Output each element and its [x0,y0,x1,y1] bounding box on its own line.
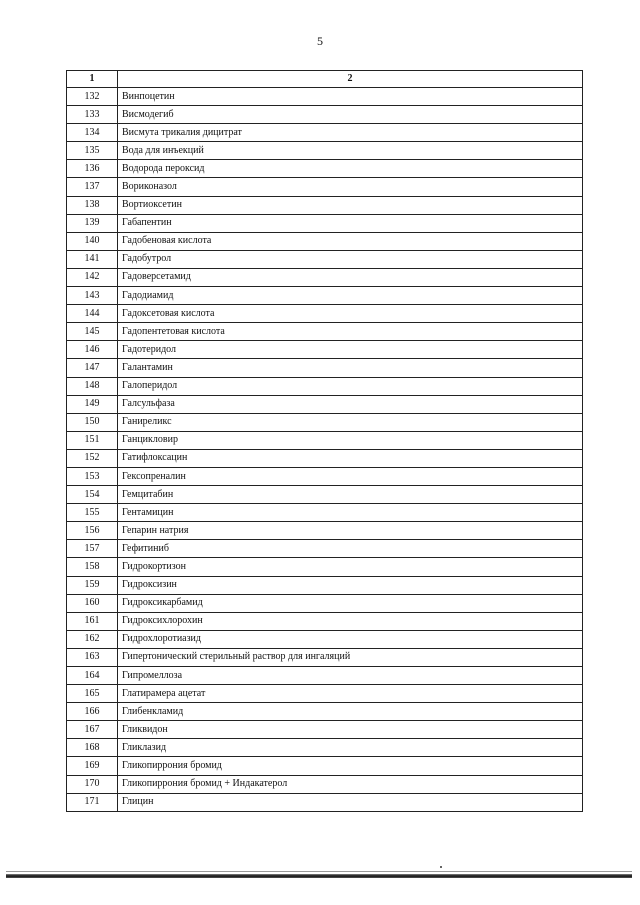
drug-name: Глатирамера ацетат [118,685,583,703]
table-body [67,88,583,812]
row-number: 165 [67,685,118,703]
table-row [67,685,583,703]
table-row [67,88,583,106]
drug-name: Гадодиамид [118,287,583,305]
table-row [67,703,583,721]
table-row [67,449,583,467]
row-number: 138 [67,196,118,214]
drug-name: Гликопиррония бромид [118,757,583,775]
drug-name: Гефитиниб [118,540,583,558]
column-header-number: 1 [67,71,118,88]
row-number: 157 [67,540,118,558]
drug-name: Гатифлоксацин [118,449,583,467]
table-row [67,467,583,485]
drug-name: Ганцикловир [118,431,583,449]
drug-name: Гентамицин [118,504,583,522]
table-row [67,377,583,395]
row-number: 135 [67,142,118,160]
row-number: 149 [67,395,118,413]
scan-speck [440,866,442,868]
row-number: 139 [67,214,118,232]
table-row [67,486,583,504]
drug-name: Ганиреликс [118,413,583,431]
drug-name: Глибенкламид [118,703,583,721]
row-number: 146 [67,341,118,359]
table-row [67,793,583,811]
drug-name: Висмодегиб [118,106,583,124]
drug-name: Висмута трикалия дицитрат [118,124,583,142]
table-row [67,142,583,160]
table-row [67,341,583,359]
row-number: 148 [67,377,118,395]
drug-name: Гадобеновая кислота [118,232,583,250]
table-row [67,612,583,630]
row-number: 145 [67,323,118,341]
table-row [67,630,583,648]
row-number: 167 [67,721,118,739]
row-number: 164 [67,667,118,685]
row-number: 160 [67,594,118,612]
table-row [67,106,583,124]
row-number: 151 [67,431,118,449]
row-number: 168 [67,739,118,757]
table-row [67,775,583,793]
row-number: 132 [67,88,118,106]
table-row [67,431,583,449]
drug-name: Гипертонический стерильный раствор для ингаляций [118,648,583,666]
scan-edge-bar [6,874,632,878]
table-row [67,540,583,558]
drug-name: Гидроксизин [118,576,583,594]
drug-name: Гадоксетовая кислота [118,305,583,323]
table-row [67,522,583,540]
row-number: 133 [67,106,118,124]
drug-name: Гадобутрол [118,250,583,268]
table-row [67,395,583,413]
table-row [67,667,583,685]
drug-name: Гепарин натрия [118,522,583,540]
table-row [67,305,583,323]
table-row [67,287,583,305]
row-number: 150 [67,413,118,431]
drug-name: Гликопиррония бромид + Индакатерол [118,775,583,793]
drug-name: Галоперидол [118,377,583,395]
row-number: 137 [67,178,118,196]
row-number: 163 [67,648,118,666]
table-row [67,721,583,739]
table-header-row [67,71,583,88]
table-row [67,558,583,576]
drug-name: Гадопентетовая кислота [118,323,583,341]
drug-name: Глицин [118,793,583,811]
table-row [67,757,583,775]
drug-name: Галантамин [118,359,583,377]
drug-name: Вортиоксетин [118,196,583,214]
row-number: 161 [67,612,118,630]
drug-table [66,70,583,812]
row-number: 153 [67,467,118,485]
table-row [67,323,583,341]
row-number: 162 [67,630,118,648]
drug-name: Гликвидон [118,721,583,739]
row-number: 169 [67,757,118,775]
page-number: 5 [317,34,323,48]
scan-edge-line [6,871,632,872]
row-number: 154 [67,486,118,504]
row-number: 171 [67,793,118,811]
drug-name: Гадотеридол [118,341,583,359]
row-number: 159 [67,576,118,594]
table-row [67,576,583,594]
drug-name: Гемцитабин [118,486,583,504]
table-row [67,504,583,522]
row-number: 136 [67,160,118,178]
table-row [67,160,583,178]
drug-name: Вода для инъекций [118,142,583,160]
drug-name: Гидроксикарбамид [118,594,583,612]
drug-name: Гликлазид [118,739,583,757]
row-number: 141 [67,250,118,268]
row-number: 166 [67,703,118,721]
row-number: 170 [67,775,118,793]
table-row [67,648,583,666]
table-row [67,214,583,232]
table-row [67,594,583,612]
row-number: 155 [67,504,118,522]
table-row [67,124,583,142]
column-header-name: 2 [118,71,583,88]
row-number: 143 [67,287,118,305]
drug-name: Гидрохлоротиазид [118,630,583,648]
table-row [67,250,583,268]
table-row [67,232,583,250]
table-row [67,739,583,757]
drug-name: Водорода пероксид [118,160,583,178]
drug-name: Вориконазол [118,178,583,196]
row-number: 142 [67,268,118,286]
drug-name: Гидроксихлорохин [118,612,583,630]
row-number: 147 [67,359,118,377]
row-number: 134 [67,124,118,142]
row-number: 158 [67,558,118,576]
drug-name: Гексопреналин [118,467,583,485]
drug-name: Гидрокортизон [118,558,583,576]
drug-name: Гадоверсетамид [118,268,583,286]
row-number: 144 [67,305,118,323]
row-number: 152 [67,449,118,467]
drug-name: Гипромеллоза [118,667,583,685]
table-row [67,196,583,214]
row-number: 156 [67,522,118,540]
row-number: 140 [67,232,118,250]
drug-name: Винпоцетин [118,88,583,106]
drug-name: Габапентин [118,214,583,232]
drug-name: Галсульфаза [118,395,583,413]
table-row [67,268,583,286]
table-row [67,413,583,431]
table-row [67,359,583,377]
table-row [67,178,583,196]
